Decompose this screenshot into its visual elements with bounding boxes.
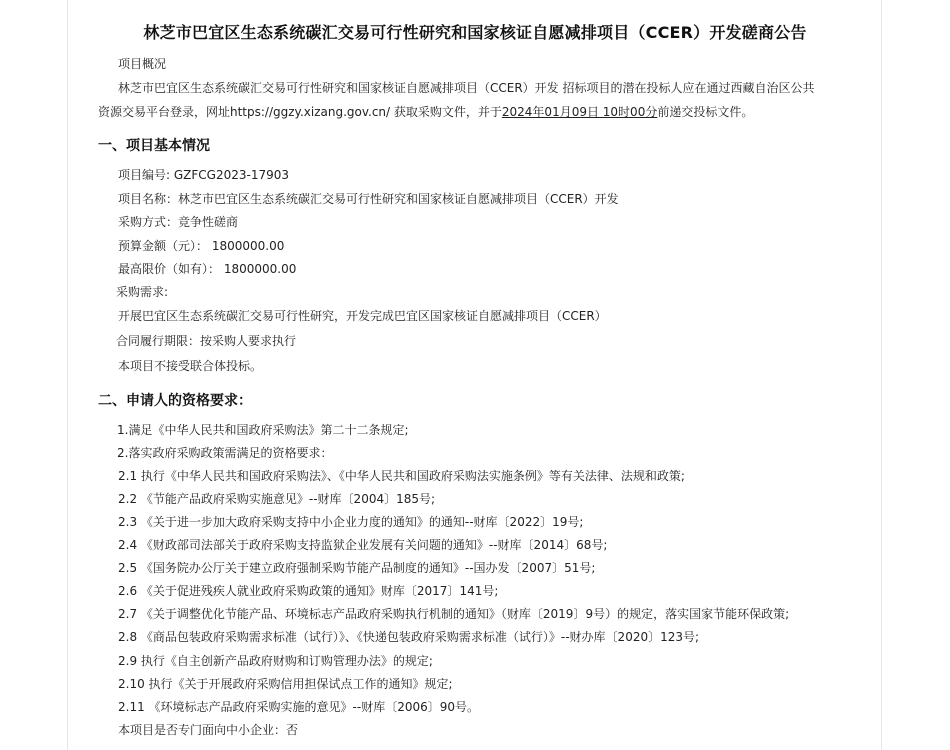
requirement-item: 2.8 《商品包装政府采购需求标准（试行）》、《快递包装政府采购需求标准（试行）》--财办库〔2020〕123号;	[118, 630, 700, 644]
requirement-item: 2.2 《节能产品政府采购实施意见》--财库〔2004〕185号;	[118, 492, 436, 506]
requirement-item: 2.11 《环境标志产品政府采购实施的意见》--财库〔2006〕90号。	[118, 700, 480, 714]
requirement-item: 2.1 执行《中华人民共和国政府采购法》、《中华人民共和国政府采购法实施条例》等有关法律、法规和政策;	[118, 469, 685, 483]
section1-heading: 一、项目基本情况	[98, 138, 210, 154]
sme-note: 本项目是否专门面向中小企业：否	[118, 723, 299, 737]
budget-amount: 预算金额（元）： 1800000.00	[118, 239, 285, 253]
requirement-item: 2.3 《关于进一步加大政府采购支持中小企业力度的通知》的通知--财库〔2022〕19号;	[118, 515, 584, 529]
requirement-item: 2.4 《财政部司法部关于政府采购支持监狱企业发展有关问题的通知》--财库〔2014〕68号;	[118, 538, 608, 552]
requirement-item: 1.满足《中华人民共和国政府采购法》第二十二条规定;	[117, 423, 409, 437]
max-price: 最高限价（如有）： 1800000.00	[118, 262, 297, 276]
overview-text-suffix: 前递交投标文件。	[657, 105, 754, 119]
page-right-border	[881, 0, 882, 750]
overview-text-line2	[98, 103, 753, 121]
procurement-method: 采购方式：竞争性磋商	[118, 215, 239, 229]
page-title: 林芝市巴宜区生态系统碳汇交易可行性研究和国家核证自愿减排项目（CCER）开发磋商公告	[143, 23, 807, 42]
requirement-item: 2.落实政府采购政策需满足的资格要求：	[117, 446, 333, 460]
overview-label: 项目概况	[118, 57, 167, 71]
page-left-border	[67, 0, 68, 750]
requirement-item: 2.9 执行《自主创新产品政府财购和订购管理办法》的规定;	[118, 654, 433, 668]
overview-text-line1: 林芝市巴宜区生态系统碳汇交易可行性研究和国家核证自愿减排项目（CCER）开发 招标项目的潜在投标人应在通过西藏自治区公共	[118, 81, 815, 95]
demand-label: 采购需求:	[116, 285, 169, 299]
overview-text-prefix: 资源交易平台登录，网址https://ggzy.xizang.gov.cn/ 获取采购文件，并于	[98, 105, 502, 119]
project-number: 项目编号: GZFCG2023-17903	[118, 168, 290, 182]
requirement-item: 2.5 《国务院办公厅关于建立政府强制采购节能产品制度的通知》--国办发〔2007〕51号;	[118, 561, 596, 575]
demand-text: 开展巴宜区生态系统碳汇交易可行性研究，开发完成巴宜区国家核证自愿减排项目（CCER）	[118, 309, 607, 323]
requirement-item: 2.7 《关于调整优化节能产品、环境标志产品政府采购执行机制的通知》（财库〔2019〕9号）的规定，落实国家节能环保政策;	[118, 607, 790, 621]
contract-period: 合同履行期限：按采购人要求执行	[116, 334, 297, 348]
section2-heading: 二、申请人的资格要求：	[98, 393, 252, 409]
project-name: 项目名称：林芝市巴宜区生态系统碳汇交易可行性研究和国家核证自愿减排项目（CCER）开发	[118, 192, 619, 206]
deadline-date: 2024年01月09日 10时00分	[501, 105, 658, 119]
consortium-note: 本项目不接受联合体投标。	[118, 359, 263, 373]
requirement-item: 2.10 执行《关于开展政府采购信用担保试点工作的通知》规定;	[118, 677, 453, 691]
requirement-item: 2.6 《关于促进残疾人就业政府采购政策的通知》财库〔2017〕141号;	[118, 584, 499, 598]
